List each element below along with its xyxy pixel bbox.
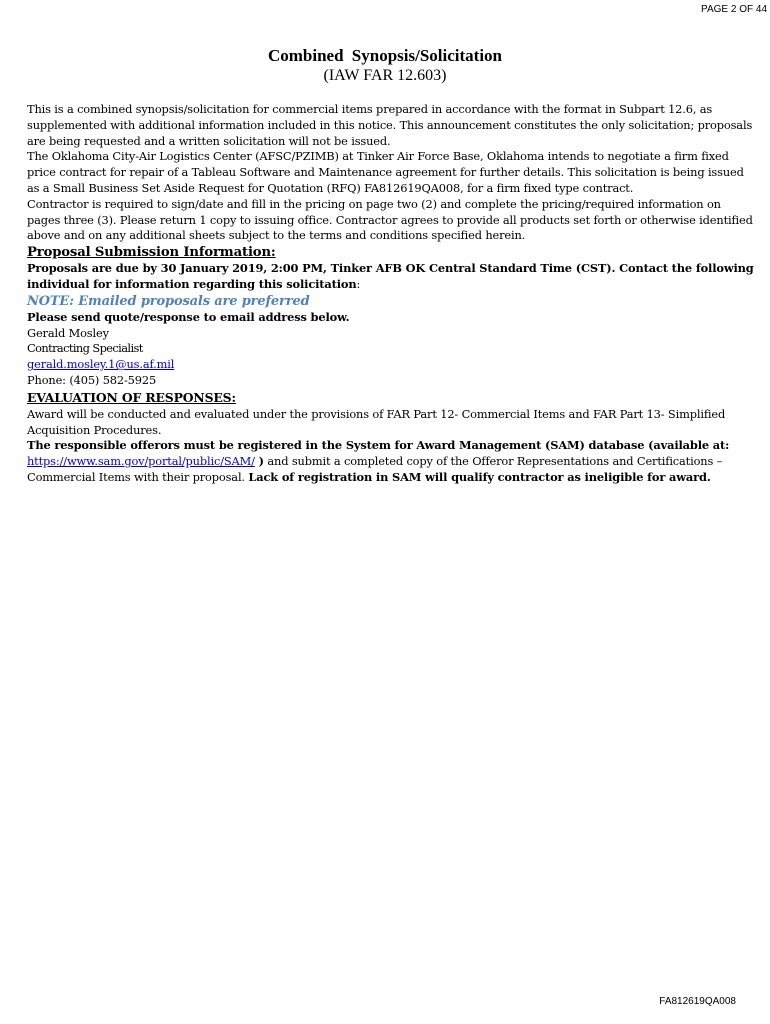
contact-title: Contracting Specialist	[27, 341, 143, 356]
sam-submit-text: and submit a completed copy of the Offeror Representations and Certifications – Commercial Items with their proposal.	[27, 454, 723, 484]
evaluation-award-text: Award will be conducted and evaluated under the provisions of FAR Part 12- Commercial Items and FAR Part 13- Simplified Acquisition Procedures.	[27, 406, 726, 437]
document-number-footer: FA812619QA008	[659, 996, 736, 1007]
proposal-due-text: Proposals are due by 30 January 2019, 2:00 PM, Tinker AFB OK Central Standard Time (CST). Contact the following individual for information regarding this solicitation	[27, 261, 754, 291]
contact-phone: Phone: (405) 582-5925	[27, 372, 157, 387]
sam-warning: Lack of registration in SAM will qualify contractor as ineligible for award.	[248, 469, 711, 484]
page-number: PAGE 2 OF 44	[701, 4, 767, 15]
proposal-due-colon: :	[356, 276, 361, 291]
proposal-heading: Proposal Submission Information:	[27, 245, 276, 261]
title-block	[0, 46, 770, 86]
sam-requirement: The responsible offerors must be registered in the System for Award Management (SAM) database (available at:	[27, 438, 730, 453]
intro-paragraph-3: Contractor is required to sign/date and fill in the pricing on page two (2) and complete the pricing/required information on pages three (3). Please return 1 copy to issuing office. Contractor agrees to provide all products set forth or otherwise identified above and on any additional sheets subject to the terms and conditions specified herein.	[27, 196, 753, 243]
contact-name: Gerald Mosley	[27, 325, 109, 340]
document-title: Combined Synopsis/Solicitation	[267, 46, 503, 65]
document-body	[27, 102, 755, 486]
evaluation-heading: EVALUATION OF RESPONSES:	[27, 389, 236, 405]
send-instruction: Please send quote/response to email address below.	[27, 309, 350, 324]
sam-close-paren: )	[254, 454, 264, 469]
document-subtitle: (IAW FAR 12.603)	[323, 67, 447, 84]
email-note: NOTE: Emailed proposals are preferred	[27, 293, 310, 309]
contact-email-link[interactable]: gerald.mosley.1@us.af.mil	[27, 357, 175, 372]
intro-paragraph-2: The Oklahoma City-Air Logistics Center (AFSC/PZIMB) at Tinker Air Force Base, Oklahoma intends to negotiate a firm fixed price contract for repair of a Tableau Software and Maintenance agreement for further details. This solicitation is being issued as a Small Business Set Aside Request for Quotation (RFQ) FA812619QA008, for a firm fixed type contract.	[27, 149, 744, 195]
sam-paragraph	[27, 438, 755, 485]
intro-paragraph-1: This is a combined synopsis/solicitation for commercial items prepared in accordance with the format in Subpart 12.6, as supplemented with additional information included in this notice. This announcement constitutes the only solicitation; proposals are being requested and a written solicitation will not be issued.	[27, 102, 753, 148]
sam-link[interactable]: https://www.sam.gov/portal/public/SAM/	[27, 454, 255, 469]
proposal-due-paragraph	[27, 261, 755, 293]
